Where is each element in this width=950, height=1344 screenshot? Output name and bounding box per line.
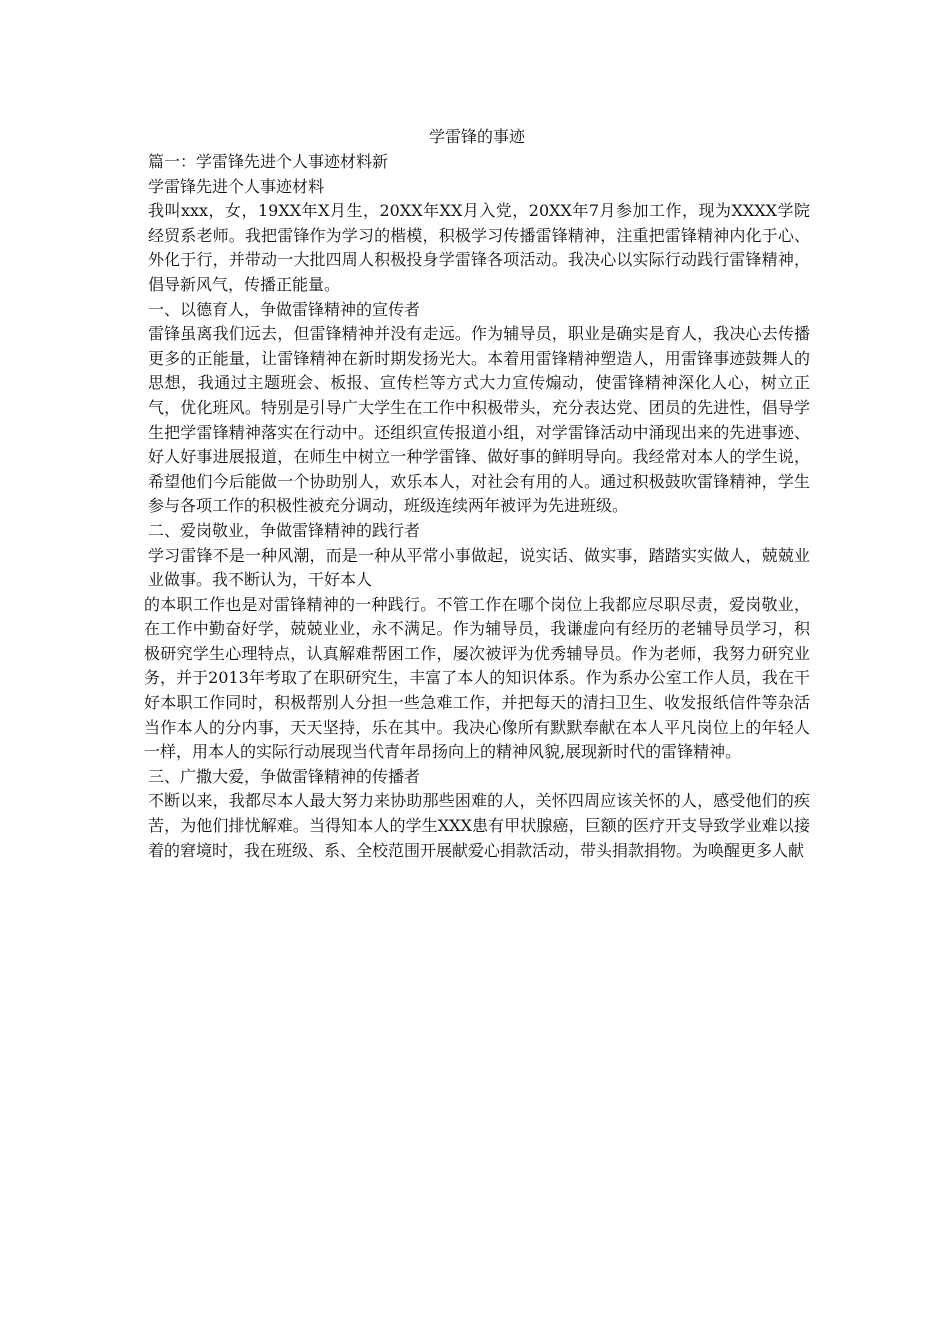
paragraph-section-three: 不断以来，我都尽本人最大努力来协助那些困难的人，关怀四周应该关怀的人，感受他们的疾苦，为他们排忧解难。当得知本人的学生XXX患有甲状腺癌，巨额的医疗开支导致学业难以接着的窘境时，我在班级、系、全校范围开展献爱心捐款活动，带头捐款捐物。为唤醒更多人献 <box>148 791 810 860</box>
paragraph-section-two-b: 的本职工作也是对雷锋精神的一种践行。不管工作在哪个岗位上我都应尽职尽责，爱岗敬业，在工作中勤奋好学，兢兢业业，永不满足。作为辅导员，我谦虚向有经历的老辅导员学习，积极研究学生心理特点，认真解难帮困工作，屡次被评为优秀辅导员。作为老师，我努力研究业务，并于2013年考取了在职研究生，丰富了本人的知识体系。作为系办公室工作人员，我在干好本职工作同时，积极帮别人分担一些急难工作，并把每天的清扫卫生、收发报纸信件等杂活当作本人的分内事，天天坚持，乐在其中。我决心像所有默默奉献在本人平凡岗位上的年轻人一样，用本人的实际行动展现当代青年昂扬向上的精神风貌,展现新时代的雷锋精神。 <box>144 594 810 762</box>
section-heading-three: 三、广撒大爱，争做雷锋精神的传播者 <box>148 766 421 786</box>
document-body <box>144 124 810 863</box>
paragraph-section-one: 雷锋虽离我们远去，但雷锋精神并没有走远。作为辅导员，职业是确实是育人，我决心去传播更多的正能量，让雷锋精神在新时期发扬光大。本着用雷锋精神塑造人，用雷锋事迹鼓舞人的思想，我通过主题班会、板报、宣传栏等方式大力宣传煽动，使雷锋精神深化人心，树立正气，优化班风。特别是引导广大学生在工作中积极带头，充分表达党、团员的先进性，倡导学生把学雷锋精神落实在行动中。还组织宣传报道小组，对学雷锋活动中涌现出来的先进事迹、好人好事进展报道，在师生中树立一种学雷锋、做好事的鲜明导向。我经常对本人的学生说，希望他们今后能做一个协助别人，欢乐本人，对社会有用的人。通过积极鼓吹雷锋精神，学生参与各项工作的积极性被充分调动，班级连续两年被评为先进班级。 <box>148 324 810 516</box>
paragraph-section-two-a: 学习雷锋不是一种风潮，而是一种从平常小事做起，说实话、做实事，踏踏实实做人，兢兢业业做事。我不断认为，干好本人 <box>148 545 810 590</box>
section-heading-one: 一、以德育人，争做雷锋精神的宣传者 <box>148 299 421 319</box>
section-heading-part-one: 篇一：学雷锋先进个人事迹材料新 <box>148 152 389 171</box>
section-heading-two: 二、爱岗敬业，争做雷锋精神的践行者 <box>148 520 421 540</box>
paragraph-intro: 我叫xxx，女，19XX年X月生，20XX年XX月入党，20XX年7月参加工作，现为XXXX学院经贸系老师。我把雷锋作为学习的楷模，积极学习传播雷锋精神，注重把雷锋精神内化于心、外化于行，并带动一大批四周人积极投身学雷锋各项活动。我决心以实际行动践行雷锋精神，倡导新风气，传播正能量。 <box>148 201 810 294</box>
subheading: 学雷锋先进个人事迹材料 <box>148 176 325 196</box>
document-title: 学雷锋的事迹 <box>428 127 525 146</box>
